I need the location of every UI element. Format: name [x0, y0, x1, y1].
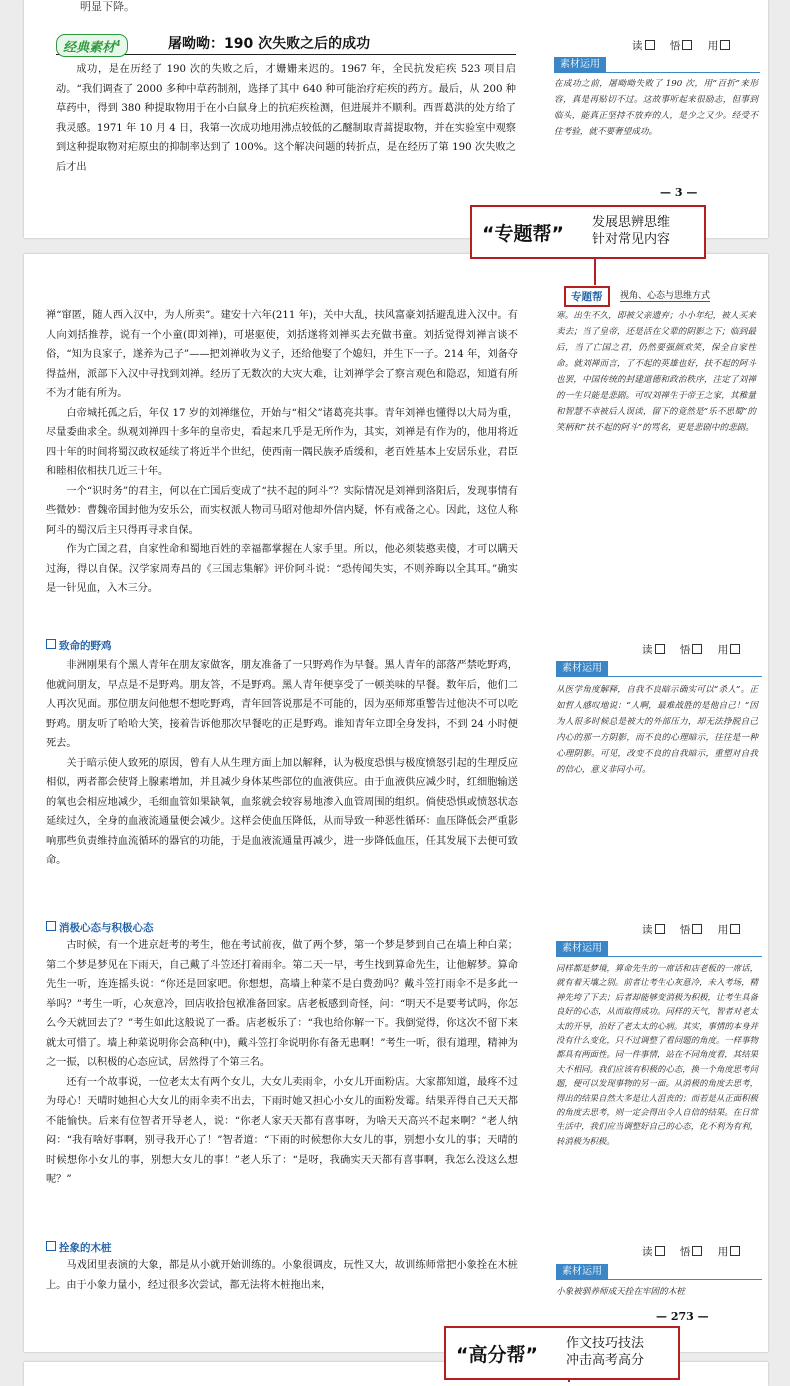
paragraph: 作为亡国之君，自家性命和蜀地百姓的幸福都掌握在人家手里。所以，他必须装憨卖傻，才可以瞒天过海，得以自保。汉学家周寿昌的《三国志集解》评价阿斗说：“恐传闻失实，不则养晦以全其耳。”确实是一针见血，入木三分。 — [46, 544, 518, 594]
use-label: 用 — [708, 40, 731, 52]
paragraph: 古时候，有一个进京赶考的考生，他在考试前夜，做了两个梦，第一个梦是梦到自己在墙上种白菜；第二个梦是梦见在下雨天，自己戴了斗笠还打着雨伞。第二天一早，考生找到算命先生，让他解梦。算命先生一听，连连摇头说：“你还是回家吧。你想想，高墙上种菜不是白费劲吗？戴斗笠打雨伞不是多此一举吗？”考生一听，心灰意冷，回店收拾包袱准备回家。店老板感到奇怪，问：“明天不是要考试吗，你怎么今天就回去了？”考生如此这般说了一番。店老板乐了：“我也给你解一下。我倒觉得，你这次不留下来就太可惜了。墙上种菜说明你会高种(中)，戴斗笠打伞说明你有备无患啊！”考生一听，很有道理，精神为之一振，以积极的心态应试，居然得了个第三名。 — [46, 940, 518, 1068]
callout-line: 发展思辨思维 — [592, 215, 671, 230]
think-label: 悟 — [680, 644, 703, 656]
cut-off-text: 明显下降。 — [80, 0, 135, 13]
paragraph: 禅“窜匿，随人西入汉中，为人所卖”。建安十六年(211 年)，关中大乱，扶风富豪刘括避乱进入汉中。有人向刘括推荐，说有一个小童(即刘禅)，可堪驱使，刘括遂将刘禅买去充做书童。刘括觉得刘禅言谈不俗，“知为良家子，遂养为己子”——把刘禅收为义子，还给他娶了个媳妇，并生下一子。214 年，刘备夺得益州，派部下入汉中寻找到刘禅。经历了无数次的大灾大难，让刘禅学会了察言观色和隐忍，知道有所不为才能有所为。 — [46, 310, 518, 399]
paragraph: 还有一个故事说，一位老太太有两个女儿，大女儿卖雨伞，小女儿开面粉店。大家都知道，最疼不过为母心！天晴时她担心大女儿的雨伞卖不出去，下雨时她又担心小女儿的面粉发霉。结果弄得自己天天都不能愉快。后来有位智者开导老人，说：“你老人家天天都有喜事呀，为啥天天高兴不起来啊？”老人纳闷：“我有啥好事啊，别寻我开心了！”智者道：“下雨的时候想你大女儿的事，别想小女儿的事；天晴的时候想你小女儿的事，别想大女儿的事！”老人乐了：“是呀，我确实天天都有喜事啊，我怎么没这么想呢？” — [46, 1076, 518, 1185]
s2-body — [46, 936, 518, 1190]
divider — [554, 72, 760, 73]
page-number: — 273 — — [656, 1310, 709, 1323]
callout-line: 冲击高考高分 — [566, 1353, 645, 1368]
square-icon — [46, 1241, 56, 1251]
subsection-heading: 拴象的木桩 — [46, 1240, 112, 1255]
material-use-tag: 素材运用 — [556, 941, 608, 956]
read-label: 读 — [642, 1246, 665, 1258]
paragraph: 白帝城托孤之后，年仅 17 岁的刘禅继位，开始与“相父”诸葛亮共事。青年刘禅也懂得以大局为重，尽量委曲求全。纵观刘禅四十多年的皇帝史，看起来几乎是无所作为，其实，刘禅是有作为的，他用将近四十年的时间将蜀汉政权延续了将近半个世纪，使西南一隅民族矛盾缓和，老百姓基本上安居乐业，君臣和睦相依相扶几近三十年。 — [46, 407, 518, 477]
use-checkbox[interactable] — [730, 644, 740, 654]
divider — [556, 676, 762, 677]
rating-checkboxes — [632, 38, 730, 53]
subsection-heading: 致命的野鸡 — [46, 638, 112, 653]
square-icon — [46, 639, 56, 649]
material-use-text: 从医学角度解释，自我不良暗示确实可以“杀人”。正如哲人感叹地说：“人啊，最难战胜的是他自己！”因为人很多时候总是被大的外部压力，却无法挣脱自己内心的那一方阴影，而不良的心理暗示，往往是一种心理阴影。可见，改变不良的自我暗示，重塑对自我的信心，意义非同小可。 — [556, 685, 758, 775]
read-checkbox[interactable] — [645, 40, 655, 50]
think-checkbox[interactable] — [692, 924, 702, 934]
side-commentary: 寒。出生不久，即被父亲遗弃；小小年纪，被人买来卖去；当了皇帝，还是活在父辈的阴影之下；临到最后，当了亡国之君，仍然要强颜欢笑，保全自家性命。就刘禅而言，了不起的英雄也好，扶不起的阿斗也罢，中国传统的封建道德和政治秩序，注定了刘禅的一生只能是悲剧。可叹刘禅生于帝王之家，其稚量和智慧不幸被后人误读，留下的竟然是“乐不思蜀”的笑柄和“扶不起的阿斗”的骂名，更是悲剧中的悲剧。 — [556, 311, 756, 433]
think-checkbox[interactable] — [692, 1246, 702, 1256]
page1-body — [56, 60, 516, 177]
material-use-text: 小象被驯养师成天拴在牢固的木桩 — [556, 1287, 685, 1297]
think-label: 悟 — [670, 40, 693, 52]
think-checkbox[interactable] — [682, 40, 692, 50]
rating-checkboxes — [642, 922, 740, 937]
book-page-main — [24, 254, 768, 1352]
paragraph: 关于暗示使人致死的原因，曾有人从生理方面上加以解释，认为极度恐惧与极度愤怒引起的生理反应相似，两者都会使肾上腺素增加，并且减少身体某些部位的血液供应。由于血液供应减少时，红细胞输送的氧也会相应地减少，毛细血管如果缺氧，血浆就会较容易地渗入血管周围的组织。倘使恐惧或愤怒状态延续过久，全身的血液流通量便会减少。这样会使血压降低，从而导致一种恶性循环：血压降低会严重影响那些负责维持血流循环的器官的功能，于是血液流通量再减少，进一步降低血压，任其发展下去便可致命。 — [46, 757, 518, 866]
use-label: 用 — [718, 924, 741, 936]
material-use-tag: 素材运用 — [556, 661, 608, 676]
paragraph: 非洲刚果有个黑人青年在朋友家做客，朋友准备了一只野鸡作为早餐。黑人青年的部落严禁吃野鸡，他就问朋友，早点是不是野鸡。朋友答，不是野鸡。黑人青年便享受了一顿美味的早餐。数年后，他们二人再次见面。那位朋友问他想不想吃野鸡，青年回答说那是不可能的，因为巫师郑重警告过他决不可以吃野鸡。朋友听了哈哈大笑，接着告诉他那次早餐吃的正是野鸡。谁知青年立即全身发抖，不到 24 小时便死去。 — [46, 660, 518, 749]
paragraph: 一个“识时务”的君主，何以在亡国后变成了“扶不起的阿斗”？实际情况是刘禅到洛阳后，发现事情有些微妙：曹魏帝国封他为安乐公，而实权派人物司马昭对他却外信内疑，怀有戒备之心。因此，这位人称阿斗的蜀汉后主只得再寻求自保。 — [46, 485, 518, 536]
callout-line: 作文技巧技法 — [566, 1336, 645, 1351]
divider — [556, 956, 762, 957]
rating-checkboxes — [642, 642, 740, 657]
paragraph: 成功，是在历经了 190 次的失败之后，才姗姗来迟的。1967 年，全民抗发疟疾 523 项目启动。“我们调查了 2000 多种中草药制剂，选择了其中 640 种可能治疗疟疾的药方。最后，从 200 种草药中，得到 380 种提取物用于在小白鼠身上的抗疟疾检测，但进展并不顺利。西晋葛洪的处方给了我灵感。1971 年 10 月 4 日，我第一次成功地用沸点较低的乙醚制取青蒿提取物，并在实验室中观察到这种提取物对疟原虫的抑制率达到了 100%。这个解决问题的转折点，是在经历了第 190 次失败之后才出 — [56, 64, 516, 173]
use-checkbox[interactable] — [720, 40, 730, 50]
read-label: 读 — [632, 40, 655, 52]
read-label: 读 — [642, 924, 665, 936]
s1-body — [46, 656, 518, 871]
use-checkbox[interactable] — [730, 1246, 740, 1256]
page-number: — 3 — — [660, 186, 698, 199]
material-use-text: 同样都是梦境，算命先生的一席话和店老板的一席话，就有着天壤之别。前者让考生心灰意冷，未入考场，精神先垮了下去；后者却能够变消极为积极，让考生具备良好的心态，从而取得成功。同样的天气，智者对老太太的开导，治好了老太太的心病。其实，事情的本身并没有什么变化，只不过调整了看问题的角度。一样事物都具有两面性。同一件事情，站在不同角度看，其结果大不相同。我们应该有积极的心态，换一个角度思考问题，便可以发现事物的另一面。从消极的角度去思考，得出的结果自然大多是让人沮丧的；而若是从正面积极的角度去思考，则一定会得出令人自信的结果。在日常生活中，我们应当调整好自己的心态，化不利为有利，转消极为积极。 — [556, 963, 758, 1146]
material-use-text: 在成功之前，屠呦呦失败了 190 次，用“百折”来形容，真是再贴切不过。这故事听起来很励志，但事到临头，能真正坚持不放弃的人，是少之又少。经受不住考验，就不要奢望成功。 — [554, 79, 758, 137]
book-page-top — [24, 0, 768, 238]
subsection-heading: 消极心态与积极心态 — [46, 920, 154, 935]
read-label: 读 — [642, 644, 665, 656]
read-checkbox[interactable] — [655, 924, 665, 934]
callout-line: 针对常见内容 — [592, 232, 671, 247]
think-label: 悟 — [680, 1246, 703, 1258]
use-label: 用 — [718, 1246, 741, 1258]
rating-checkboxes — [642, 1244, 740, 1259]
paragraph: 马戏团里表演的大象，都是从小就开始训练的。小象很调皮，玩性又大，故训练师常把小象拴在木桩上。由于小象力量小，经过很多次尝试，都无法将木桩拖出来， — [46, 1260, 518, 1291]
read-checkbox[interactable] — [655, 1246, 665, 1256]
material-use-tag: 素材运用 — [554, 57, 606, 72]
s3-body — [46, 1256, 518, 1295]
callout-title: “高分帮” — [456, 1344, 538, 1366]
square-icon — [46, 921, 56, 931]
callout-connector — [594, 256, 596, 285]
zhuanti-tag: 专题帮 — [564, 286, 610, 307]
divider — [556, 1279, 762, 1280]
callout-title: “专题帮” — [482, 223, 564, 245]
use-label: 用 — [718, 644, 741, 656]
gaofen-callout — [444, 1326, 680, 1380]
section-title: 屠呦呦：190 次失败之后的成功 — [168, 36, 371, 52]
section-header — [56, 34, 516, 55]
zhuanti-subtitle: 视角、心态与思维方式 — [620, 288, 710, 302]
page2-body — [46, 306, 518, 599]
think-label: 悟 — [680, 924, 703, 936]
think-checkbox[interactable] — [692, 644, 702, 654]
read-checkbox[interactable] — [655, 644, 665, 654]
classic-material-badge: 经典素材$^4$ — [56, 34, 128, 57]
use-checkbox[interactable] — [730, 924, 740, 934]
zhuanti-callout — [470, 205, 706, 259]
material-use-tag: 素材运用 — [556, 1264, 608, 1279]
